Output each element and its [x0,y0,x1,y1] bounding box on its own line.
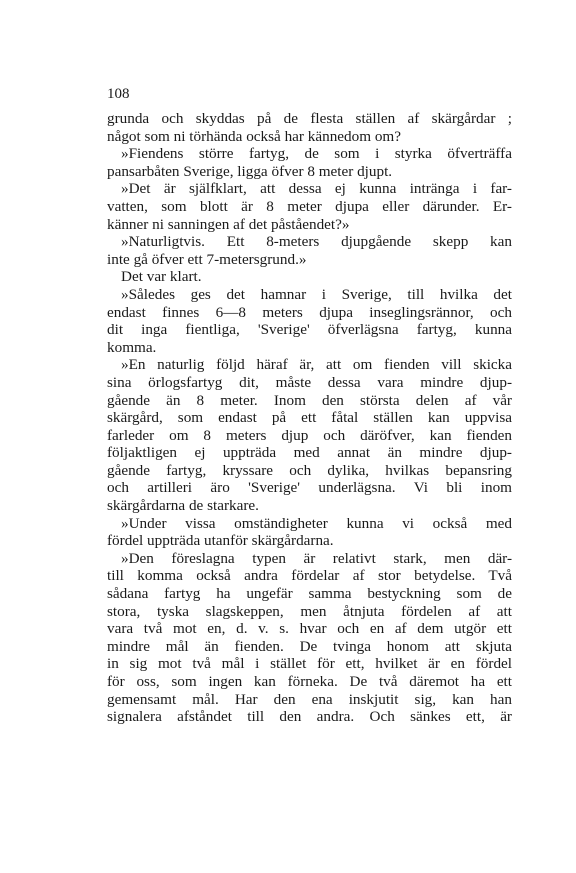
text-line: vatten, som blott är 8 meter djupa eller därunder. Er- [107,197,512,215]
text-line: »Det är själfklart, att dessa ej kunna intränga i far- [121,180,512,198]
text-line: signalera afståndet till den andra. Och sänkes ett, är [107,708,512,726]
text-line: stora, tyska slagskeppen, men åtnjuta fördelen af att [107,602,512,620]
text-line: »Naturligtvis. Ett 8-meters djupgående skepp kan [121,233,512,251]
text-line: mindre mål än fienden. De tvinga honom att skjuta [107,637,512,655]
text-line: vara två mot en, d. v. s. hvar och en af dem utgör ett [107,620,512,638]
text-line: komma. [107,338,157,356]
text-line: till komma också andra fördelar af stor betydelse. Två [107,567,512,585]
text-line: gemensamt mål. Har den ena inskjutit sig, kan han [107,690,512,708]
text-line: farleder om 8 meters djup och däröfver, kan fienden [107,426,512,444]
text-line: »Under vissa omständigheter kunna vi också med [121,514,512,532]
text-line: »En naturlig följd häraf är, att om fienden vill skicka [121,356,512,374]
text-line: pansarbåten Sverige, ligga öfver 8 meter djupt. [107,162,393,180]
text-line: för oss, som ingen kan förneka. De två däremot ha ett [107,673,512,690]
text-line: sina örlogsfartyg dit, måste dessa vara mindre djup- [107,373,512,391]
text-line: dit inga fientliga, 'Sverige' öfverlägsna fartyg, kunna [107,321,512,339]
text-line: grunda och skyddas på de flesta ställen af skärgårdar ; [107,110,512,127]
body-text [107,110,512,726]
text-line: in sig mot två mål i stället för ett, hvilket är en fördel [107,655,512,673]
text-line: »Den föreslagna typen är relativt stark, men där- [121,549,512,567]
text-line: gående än 8 meter. Inom den största delen af vår [107,391,512,409]
text-line: följaktligen ej uppträda med annat än mindre djup- [107,444,512,462]
text-line: sådana fartyg ha ungefär samma bestyckning som de [107,585,512,603]
text-line: något som ni törhända också har kännedom om? [107,127,401,145]
text-line: fördel uppträda utanför skärgårdarna. [107,532,334,550]
text-line: »Fiendens större fartyg, de som i styrka öfverträffa [121,145,512,163]
text-line: gående fartyg, kryssare och dylika, hvilkas bepansring [107,461,512,479]
text-line: och artilleri äro 'Sverige' underlägsna. Vi bli inom [107,479,512,497]
text-line: endast finnes 6—8 meters djupa inseglingsrännor, och [107,303,512,321]
page-number: 108 [107,86,130,102]
text-line: »Således ges det hamnar i Sverige, till hvilka det [121,285,512,303]
text-line: inte gå öfver ett 7-metersgrund.» [107,250,307,268]
text-line: skärgård, som endast på ett fåtal ställen kan uppvisa [107,409,512,427]
text-line: skärgårdarna de starkare. [107,497,259,515]
text-line: känner ni sanningen af det påståendet?» [107,215,350,233]
text-line: Det var klart. [121,268,202,286]
